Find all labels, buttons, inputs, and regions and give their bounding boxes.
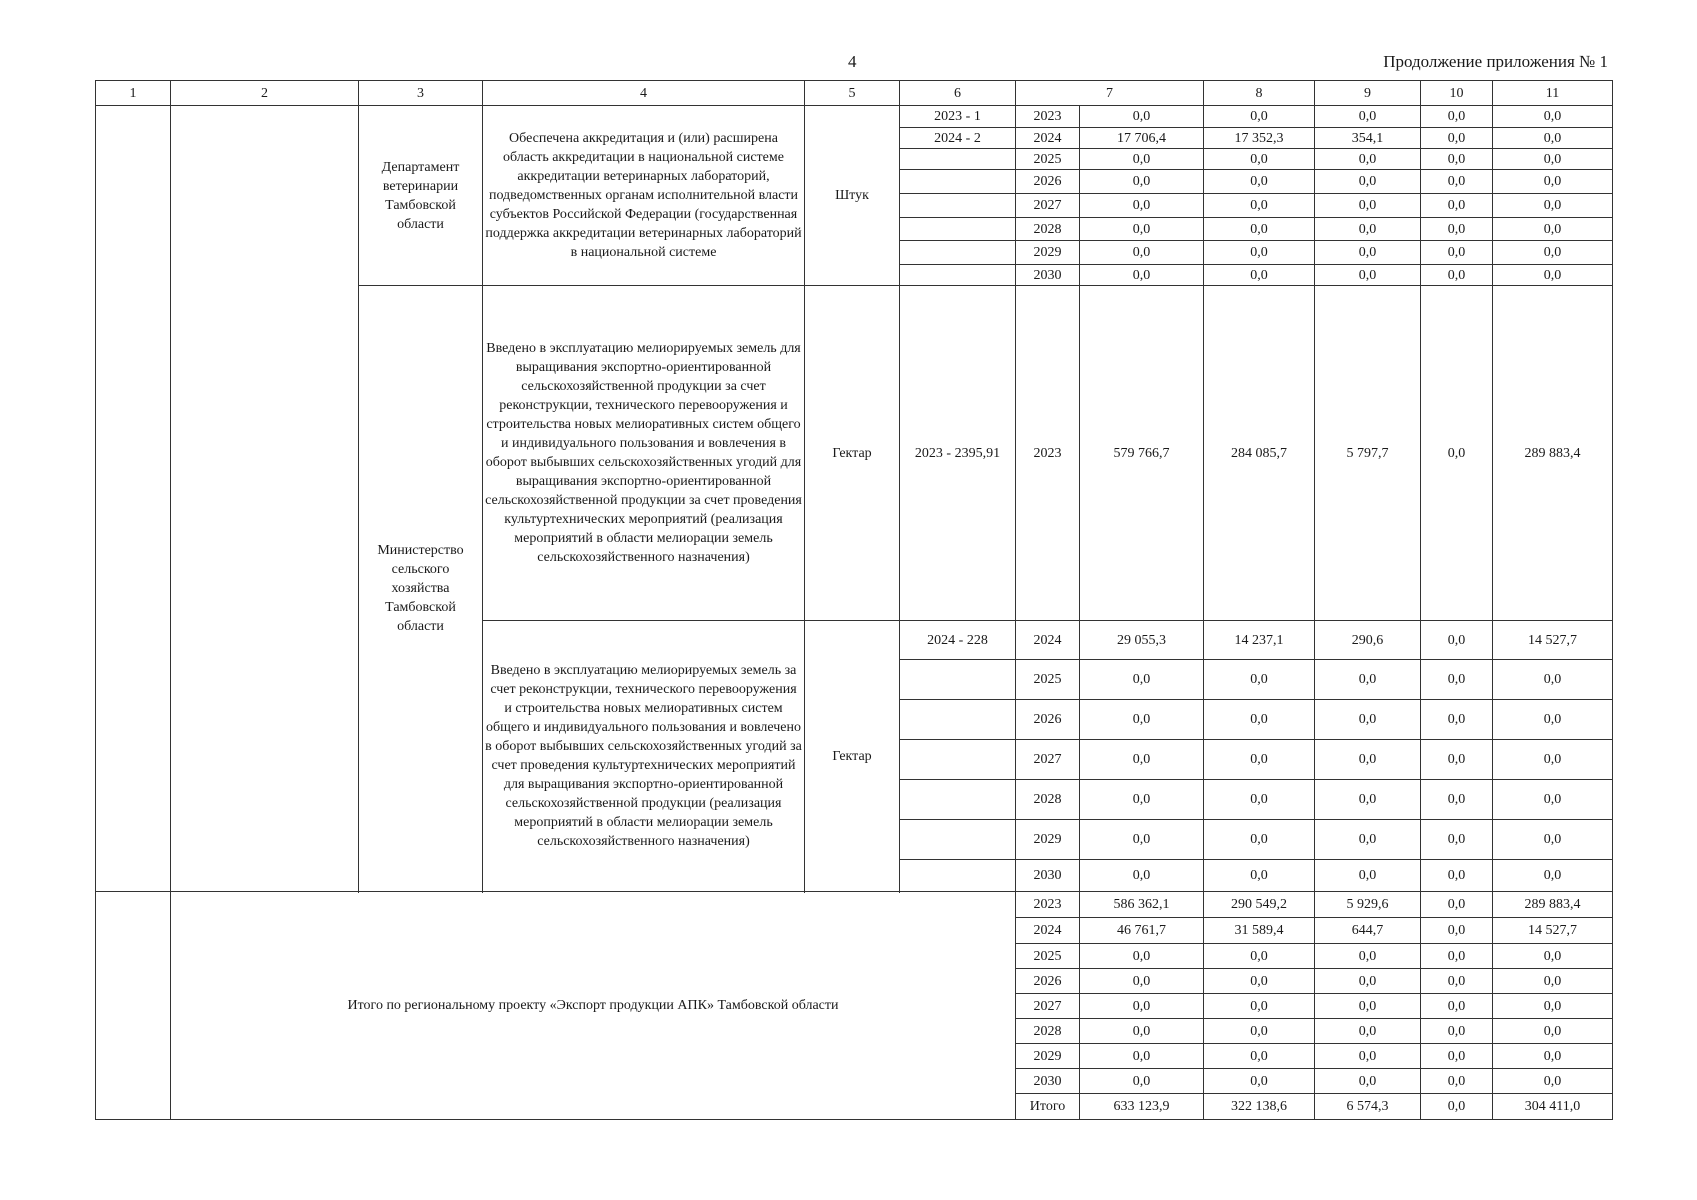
value-c11: 0,0 [1493,241,1613,265]
value-c7: 0,0 [1080,170,1204,194]
year-cell: 2028 [1016,780,1080,820]
value-c7: 586 362,1 [1080,892,1204,918]
value-c11: 0,0 [1493,994,1613,1019]
value-c8: 0,0 [1204,241,1315,265]
value-c11: 289 883,4 [1493,892,1613,918]
value-c7: 0,0 [1080,149,1204,170]
value-c11: 0,0 [1493,1044,1613,1069]
value-c9: 0,0 [1315,780,1421,820]
year-cell: 2027 [1016,194,1080,218]
value-c9: 0,0 [1315,218,1421,241]
value-c10: 0,0 [1421,780,1493,820]
budget-table [95,80,1613,1120]
year-cell: 2024 [1016,621,1080,660]
target-cell: 2024 - 2 [900,128,1016,149]
executor-vet: Департамент ветеринарии Тамбовской области [359,106,483,286]
value-c9: 0,0 [1315,1044,1421,1069]
year-cell: 2029 [1016,820,1080,860]
value-c11: 0,0 [1493,128,1613,149]
total-label: Итого по региональному проекту «Экспорт продукции АПК» Тамбовской области [171,892,1016,1120]
value-c8: 0,0 [1204,194,1315,218]
value-c8: 14 237,1 [1204,621,1315,660]
value-c7: 0,0 [1080,860,1204,892]
year-cell: 2026 [1016,969,1080,994]
col-header-9: 9 [1315,81,1421,106]
year-cell: 2027 [1016,994,1080,1019]
target-cell [900,740,1016,780]
value-c7: 0,0 [1080,740,1204,780]
value-c10: 0,0 [1421,820,1493,860]
value-c11: 0,0 [1493,969,1613,994]
value-c8: 17 352,3 [1204,128,1315,149]
value-c8: 31 589,4 [1204,918,1315,944]
value-c9: 0,0 [1315,1069,1421,1094]
target-cell [900,241,1016,265]
year-cell: 2030 [1016,1069,1080,1094]
value-c11: 0,0 [1493,1069,1613,1094]
value-c8: 0,0 [1204,969,1315,994]
value-c10: 0,0 [1421,241,1493,265]
result-agri-1: Введено в эксплуатацию мелиорируемых земель для выращивания экспортно-ориентированной сельскохозяйственной продукции за счет реконструкции, технического перевооружения и строительства новых мелиоративных систем общего и индивидуального пользования и вовлечения в оборот выбывших сельскохозяйственных угодий для выращивания экспортно-ориентированной сельскохозяйственной продукции за счет проведения культуртехнических мероприятий (реализация мероприятий в области мелиорации земель сельскохозяйственного назначения) [483,286,805,621]
value-c8: 0,0 [1204,106,1315,128]
value-c8: 0,0 [1204,1069,1315,1094]
value-c8: 0,0 [1204,740,1315,780]
year-cell: 2027 [1016,740,1080,780]
value-c9: 5 929,6 [1315,892,1421,918]
value-c11: 0,0 [1493,820,1613,860]
target-cell: 2023 - 2395,91 [900,286,1016,621]
value-c10: 0,0 [1421,1044,1493,1069]
value-c9: 0,0 [1315,994,1421,1019]
year-cell: 2023 [1016,892,1080,918]
value-c10: 0,0 [1421,128,1493,149]
value-c7: 0,0 [1080,1069,1204,1094]
year-cell: 2023 [1016,106,1080,128]
value-c11: 289 883,4 [1493,286,1613,621]
value-c9: 0,0 [1315,241,1421,265]
target-cell: 2023 - 1 [900,106,1016,128]
value-c10: 0,0 [1421,194,1493,218]
value-c8: 0,0 [1204,994,1315,1019]
value-c9: 0,0 [1315,265,1421,286]
total-col1 [96,892,171,1120]
year-cell: 2028 [1016,1019,1080,1044]
value-c10: 0,0 [1421,700,1493,740]
value-c8: 322 138,6 [1204,1094,1315,1120]
value-c7: 0,0 [1080,994,1204,1019]
col-header-2: 2 [171,81,359,106]
col-header-8: 8 [1204,81,1315,106]
value-c9: 0,0 [1315,969,1421,994]
unit-agri-2: Гектар [805,621,900,892]
col-header-6: 6 [900,81,1016,106]
value-c7: 17 706,4 [1080,128,1204,149]
value-c10: 0,0 [1421,621,1493,660]
value-c10: 0,0 [1421,944,1493,969]
value-c10: 0,0 [1421,1094,1493,1120]
value-c7: 633 123,9 [1080,1094,1204,1120]
value-c8: 290 549,2 [1204,892,1315,918]
value-c10: 0,0 [1421,170,1493,194]
value-c10: 0,0 [1421,994,1493,1019]
value-c11: 0,0 [1493,660,1613,700]
col-header-4: 4 [483,81,805,106]
year-cell: Итого [1016,1094,1080,1120]
value-c7: 0,0 [1080,969,1204,994]
year-cell: 2030 [1016,860,1080,892]
year-cell: 2025 [1016,944,1080,969]
value-c11: 0,0 [1493,106,1613,128]
executor-agri: Министерство сельского хозяйства Тамбовской области [359,286,483,892]
value-c8: 0,0 [1204,218,1315,241]
value-c11: 0,0 [1493,860,1613,892]
value-c8: 0,0 [1204,1019,1315,1044]
target-cell [900,780,1016,820]
target-cell [900,265,1016,286]
col-header-5: 5 [805,81,900,106]
value-c8: 0,0 [1204,820,1315,860]
year-cell: 2025 [1016,149,1080,170]
target-cell [900,860,1016,892]
value-c8: 284 085,7 [1204,286,1315,621]
year-cell: 2025 [1016,660,1080,700]
value-c9: 6 574,3 [1315,1094,1421,1120]
value-c7: 0,0 [1080,1044,1204,1069]
header-row [96,81,1613,106]
target-cell [900,194,1016,218]
value-c7: 0,0 [1080,1019,1204,1044]
value-c11: 0,0 [1493,780,1613,820]
col-header-10: 10 [1421,81,1493,106]
value-c8: 0,0 [1204,700,1315,740]
value-c10: 0,0 [1421,149,1493,170]
value-c10: 0,0 [1421,969,1493,994]
value-c8: 0,0 [1204,780,1315,820]
value-c9: 354,1 [1315,128,1421,149]
unit-agri-1: Гектар [805,286,900,621]
year-cell: 2023 [1016,286,1080,621]
value-c11: 0,0 [1493,265,1613,286]
value-c9: 0,0 [1315,820,1421,860]
unit-vet: Штук [805,106,900,286]
value-c7: 0,0 [1080,218,1204,241]
value-c9: 644,7 [1315,918,1421,944]
target-cell [900,218,1016,241]
value-c9: 290,6 [1315,621,1421,660]
value-c10: 0,0 [1421,1019,1493,1044]
value-c9: 0,0 [1315,944,1421,969]
value-c7: 0,0 [1080,106,1204,128]
col-header-1: 1 [96,81,171,106]
value-c9: 0,0 [1315,1019,1421,1044]
value-c10: 0,0 [1421,1069,1493,1094]
value-c10: 0,0 [1421,218,1493,241]
value-c9: 0,0 [1315,740,1421,780]
value-c10: 0,0 [1421,892,1493,918]
value-c7: 0,0 [1080,241,1204,265]
value-c11: 0,0 [1493,740,1613,780]
value-c8: 0,0 [1204,1044,1315,1069]
total-row [96,892,1613,918]
cell-col1 [96,106,171,892]
value-c11: 0,0 [1493,218,1613,241]
year-cell: 2024 [1016,128,1080,149]
value-c7: 46 761,7 [1080,918,1204,944]
value-c10: 0,0 [1421,286,1493,621]
value-c9: 0,0 [1315,170,1421,194]
value-c9: 5 797,7 [1315,286,1421,621]
target-cell [900,820,1016,860]
year-cell: 2029 [1016,241,1080,265]
target-cell: 2024 - 228 [900,621,1016,660]
cell-col2 [171,106,359,892]
value-c8: 0,0 [1204,660,1315,700]
result-vet: Обеспечена аккредитация и (или) расширена область аккредитации в национальной системе аккредитации ветеринарных лабораторий, подведомственных органам исполнительной власти субъектов Российской Федерации (государственная поддержка аккредитации ветеринарных лабораторий в национальной системе [483,106,805,286]
value-c10: 0,0 [1421,860,1493,892]
value-c11: 14 527,7 [1493,621,1613,660]
value-c11: 0,0 [1493,149,1613,170]
value-c9: 0,0 [1315,149,1421,170]
col-header-7: 7 [1016,81,1204,106]
col-header-3: 3 [359,81,483,106]
value-c8: 0,0 [1204,944,1315,969]
value-c10: 0,0 [1421,660,1493,700]
year-cell: 2029 [1016,1044,1080,1069]
value-c9: 0,0 [1315,860,1421,892]
value-c9: 0,0 [1315,660,1421,700]
value-c11: 0,0 [1493,194,1613,218]
year-cell: 2026 [1016,700,1080,740]
value-c8: 0,0 [1204,149,1315,170]
target-cell [900,149,1016,170]
table-row [96,106,1613,128]
value-c8: 0,0 [1204,170,1315,194]
continuation-label: Продолжение приложения № 1 [1383,52,1608,71]
value-c8: 0,0 [1204,860,1315,892]
value-c10: 0,0 [1421,265,1493,286]
value-c7: 0,0 [1080,660,1204,700]
value-c11: 0,0 [1493,170,1613,194]
value-c7: 0,0 [1080,194,1204,218]
year-cell: 2028 [1016,218,1080,241]
page-number: 4 [848,52,857,71]
value-c11: 14 527,7 [1493,918,1613,944]
value-c7: 0,0 [1080,700,1204,740]
value-c7: 0,0 [1080,780,1204,820]
value-c11: 304 411,0 [1493,1094,1613,1120]
value-c8: 0,0 [1204,265,1315,286]
value-c7: 29 055,3 [1080,621,1204,660]
value-c7: 0,0 [1080,820,1204,860]
value-c7: 579 766,7 [1080,286,1204,621]
value-c10: 0,0 [1421,106,1493,128]
col-header-11: 11 [1493,81,1613,106]
value-c7: 0,0 [1080,265,1204,286]
year-cell: 2030 [1016,265,1080,286]
value-c11: 0,0 [1493,1019,1613,1044]
value-c10: 0,0 [1421,740,1493,780]
target-cell [900,660,1016,700]
value-c11: 0,0 [1493,700,1613,740]
year-cell: 2024 [1016,918,1080,944]
result-agri-2: Введено в эксплуатацию мелиорируемых земель за счет реконструкции, технического перевооружения и строительства новых мелиоративных систем общего и индивидуального пользования и вовлечено в оборот выбывших сельскохозяйственных угодий за счет проведения культуртехнических мероприятий для выращивания экспортно-ориентированной сельскохозяйственной продукции (реализация мероприятий в области мелиорации земель сельскохозяйственного назначения) [483,621,805,892]
year-cell: 2026 [1016,170,1080,194]
value-c11: 0,0 [1493,944,1613,969]
value-c9: 0,0 [1315,194,1421,218]
value-c9: 0,0 [1315,106,1421,128]
value-c7: 0,0 [1080,944,1204,969]
value-c10: 0,0 [1421,918,1493,944]
target-cell [900,700,1016,740]
value-c9: 0,0 [1315,700,1421,740]
target-cell [900,170,1016,194]
